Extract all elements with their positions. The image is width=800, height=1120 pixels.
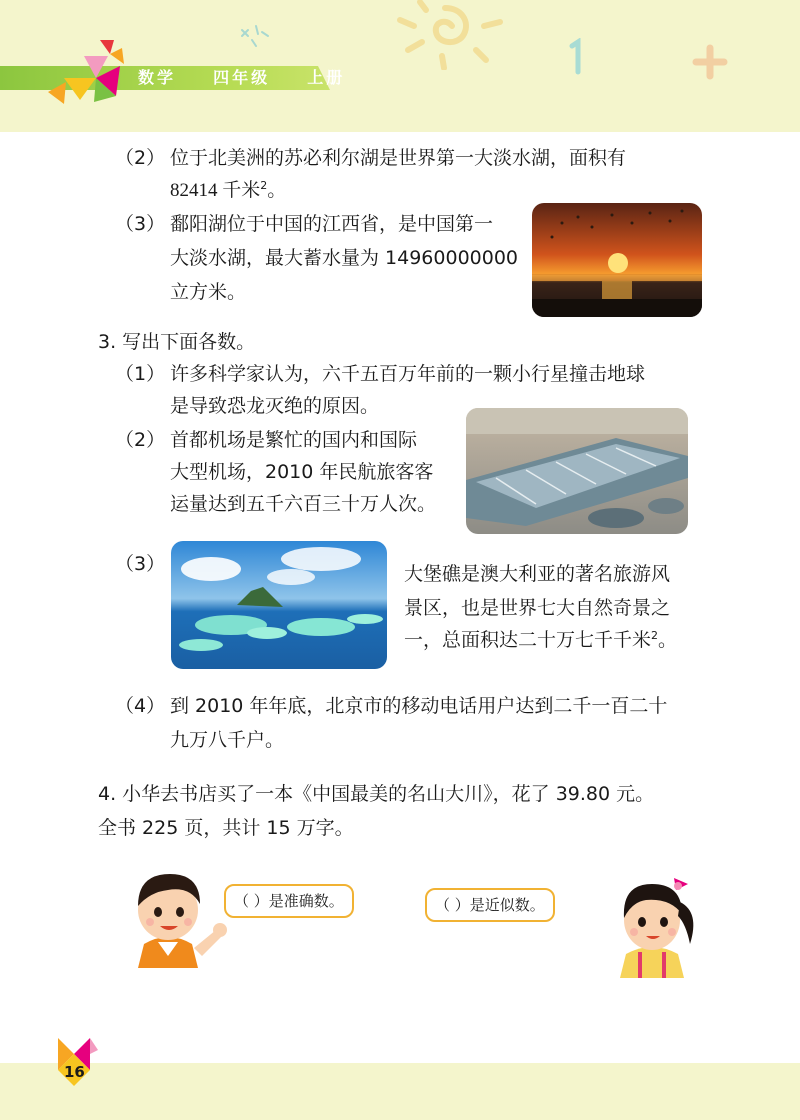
period: 。 (267, 179, 287, 201)
great-barrier-reef-photo (171, 541, 387, 669)
q3-item-2-line2: 大型机场，2010 年民航旅客客 (170, 461, 434, 483)
item-2-label: （2） (115, 147, 166, 169)
airport-photo (466, 408, 688, 534)
boy-character-illustration (124, 864, 234, 968)
header-title: 数学 四年级 上册 (138, 68, 346, 87)
superscript: 2 (260, 179, 268, 192)
item-3-line1: 鄱阳湖位于中国的江西省，是中国第一 (170, 213, 494, 235)
footer-band (0, 1063, 800, 1120)
q3-item-1-label: （1） (115, 363, 166, 385)
item-3-line2: 大淡水湖，最大蓄水量为 14960000000 (170, 247, 519, 269)
tangram-logo-icon (44, 38, 128, 106)
sunset-lake-photo (532, 203, 702, 317)
item-2-line1: 位于北美洲的苏必利尔湖是世界第一大淡水湖，面积有 (170, 147, 627, 169)
q3-item-4-line1: 到 2010 年年底，北京市的移动电话用户达到二千一百二十 (170, 695, 668, 717)
superscript: 2 (651, 629, 659, 642)
item-3-line3: 立方米。 (170, 281, 247, 303)
question-4-line2: 全书 225 页，共计 15 万字。 (98, 817, 354, 839)
speech-bubble-approximate: （ ）是近似数。 (425, 888, 555, 922)
sparkle-doodle-icon (236, 22, 276, 52)
plus-doodle-icon (692, 44, 728, 80)
q3-item-3-line3 (404, 628, 677, 652)
question-3-title: 3. 写出下面各数。 (98, 331, 256, 353)
q3-item-1-line2: 是导致恐龙灭绝的原因。 (170, 395, 380, 417)
q3-item-2-label: （2） (115, 429, 166, 451)
q3-item-2-line3: 运量达到五千六百三十万人次。 (170, 493, 437, 515)
item-2-line2 (170, 178, 286, 203)
period: 。 (658, 629, 678, 651)
speech-bubble-accurate: （ ）是准确数。 (224, 884, 354, 918)
q3-item-3-line2: 景区，也是世界七大自然奇景之 (404, 597, 671, 619)
q3-item-3-line1: 大堡礁是澳大利亚的著名旅游风 (404, 563, 671, 585)
area-value: 82414 千米 (170, 180, 261, 201)
q3-item-4-line2: 九万八千户。 (170, 729, 285, 751)
page-number: 16 (64, 1063, 85, 1081)
q3-item-2-line1: 首都机场是繁忙的国内和国际 (170, 429, 418, 451)
number-one-doodle-icon (566, 38, 590, 78)
q3-item-3-label: （3） (115, 553, 166, 575)
item-3-label: （3） (115, 213, 166, 235)
q3-item-1-line1: 许多科学家认为，六千五百万年前的一颗小行星撞击地球 (170, 363, 646, 385)
girl-character-illustration (606, 868, 706, 978)
sun-doodle-icon (380, 0, 510, 70)
q3-item-3-text: 一，总面积达二十万七千千米 (404, 629, 652, 651)
question-4-line1: 4. 小华去书店买了一本《中国最美的名山大川》，花了 39.80 元。 (98, 783, 655, 805)
q3-item-4-label: （4） (115, 695, 166, 717)
